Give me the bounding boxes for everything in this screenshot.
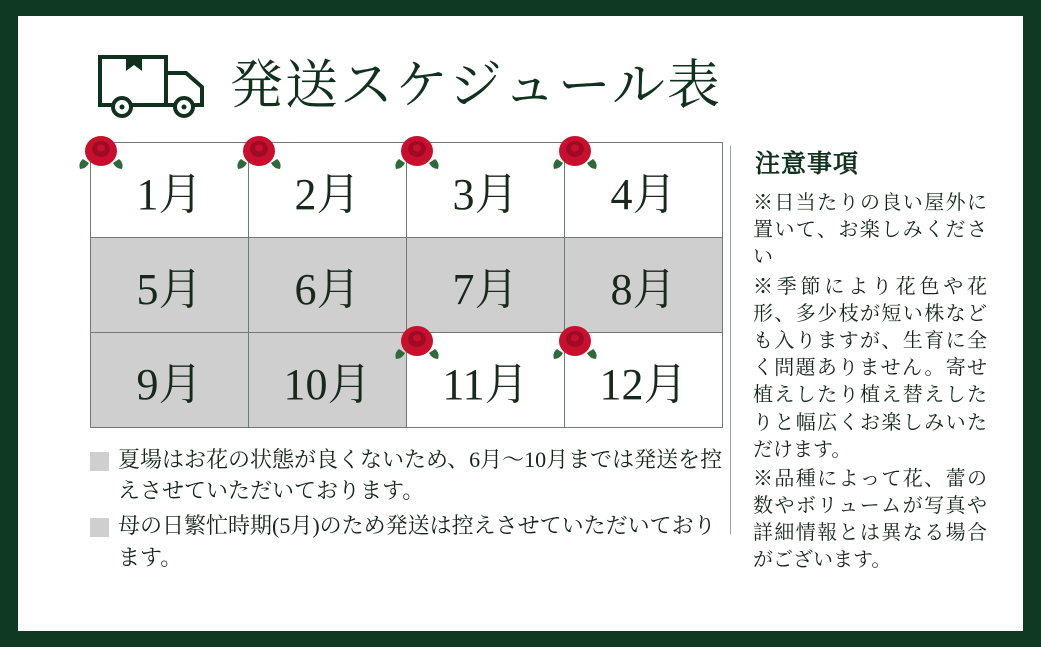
column-divider xyxy=(730,146,731,534)
shipping-schedule-table xyxy=(90,142,723,428)
month-label: 9月 xyxy=(136,360,203,409)
month-label: 12月 xyxy=(599,360,688,409)
month-cell-2 xyxy=(249,143,407,238)
legend-swatch-icon xyxy=(90,518,109,537)
month-cell-4 xyxy=(565,143,723,238)
month-label: 8月 xyxy=(610,265,677,314)
schedule-column xyxy=(48,142,723,594)
month-label: 1月 xyxy=(136,170,203,219)
list-item xyxy=(90,444,730,506)
month-label: 3月 xyxy=(452,170,519,219)
rose-icon xyxy=(393,319,441,363)
month-cell-3 xyxy=(407,143,565,238)
month-label: 10月 xyxy=(283,360,372,409)
notes-list xyxy=(90,444,730,573)
month-cell-9 xyxy=(91,333,249,428)
month-cell-5 xyxy=(91,238,249,333)
list-item xyxy=(90,510,730,572)
month-cell-6 xyxy=(249,238,407,333)
month-cell-12 xyxy=(565,333,723,428)
rose-icon xyxy=(551,129,599,173)
note-text: 夏場はお花の状態が良くないため、6月〜10月までは発送を控えさせていただいております。 xyxy=(118,447,723,504)
page-content xyxy=(18,16,1023,631)
table-row xyxy=(91,143,723,238)
delivery-truck-icon xyxy=(96,49,212,123)
caution-item: ※季節により花色や花形、多少枝が短い株なども入りますが、生育に全く問題ありません。寄せ植えしたり植え替えしたりと幅広くお楽しみいただけます。 xyxy=(753,275,987,461)
page-title: 発送スケジュール表 xyxy=(230,56,722,115)
caution-column xyxy=(753,142,993,594)
month-label: 6月 xyxy=(294,265,361,314)
rose-icon xyxy=(77,129,125,173)
month-cell-11 xyxy=(407,333,565,428)
caution-title: 注意事項 xyxy=(755,151,860,178)
body-row xyxy=(48,142,993,594)
legend-swatch-icon xyxy=(90,452,109,471)
month-label: 11月 xyxy=(442,360,529,409)
caution-item: ※品種によって花、蕾の数やボリュームが写真や詳細情報とは異なる場合がございます。 xyxy=(753,467,987,572)
header xyxy=(48,40,993,132)
table-row xyxy=(91,333,723,428)
note-text: 母の日繁忙時期(5月)のため発送は控えさせていただいております。 xyxy=(118,513,716,570)
month-label: 5月 xyxy=(136,265,203,314)
month-label: 2月 xyxy=(294,170,361,219)
month-cell-10 xyxy=(249,333,407,428)
month-cell-1 xyxy=(91,143,249,238)
month-label: 4月 xyxy=(610,170,677,219)
rose-icon xyxy=(393,129,441,173)
month-label: 7月 xyxy=(452,265,519,314)
caution-item: ※日当たりの良い屋外に置いて、お楽しみください xyxy=(753,192,987,269)
rose-icon xyxy=(235,129,283,173)
rose-icon xyxy=(551,319,599,363)
